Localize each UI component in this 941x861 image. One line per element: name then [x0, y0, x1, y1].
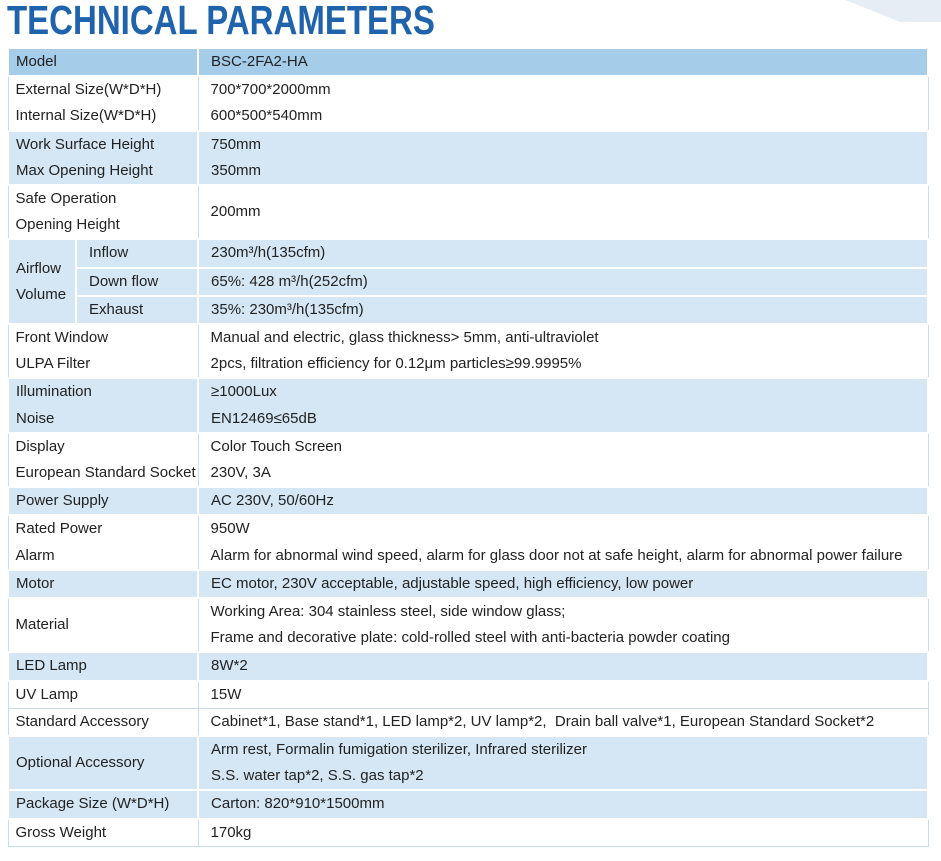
spec-row-power-alarm [8, 515, 928, 569]
material-label: Material [15, 616, 69, 634]
max-opening-height-value: 350mm [211, 161, 262, 179]
spec-value-cell [198, 48, 928, 76]
spec-label-cell [8, 819, 198, 847]
power-supply-label: Power Supply [16, 492, 109, 510]
spec-label-cell [8, 378, 198, 432]
rated-power-label: Rated Power [15, 520, 103, 538]
spec-value-cell [198, 487, 928, 515]
spec-row-optional-accessory [8, 736, 928, 790]
spec-label-cell [8, 570, 198, 598]
spec-row-model [8, 48, 928, 76]
spec-row-illumination-noise [8, 378, 928, 432]
down-flow-value: 65%: 428 m³/h(252cfm) [211, 272, 368, 290]
external-size-label: External Size(W*D*H) [15, 81, 162, 99]
spec-value-cell [198, 570, 928, 598]
standard-accessory-label: Standard Accessory [15, 712, 149, 730]
material-value-line-1: Working Area: 304 stainless steel, side window glass; [210, 603, 566, 621]
safe-opening-label-line-2: Opening Height [15, 216, 120, 234]
ulpa-filter-value: 2pcs, filtration efficiency for 0.12μm particles≥99.9995% [210, 355, 582, 373]
spec-label-cell [8, 185, 198, 239]
spec-row-package-size [8, 790, 928, 818]
spec-table [7, 47, 929, 847]
model-label: Model [16, 53, 57, 70]
display-value: Color Touch Screen [210, 437, 342, 455]
spec-label-cell [8, 736, 198, 790]
spec-value-cell [198, 819, 928, 847]
gross-weight-value: 170kg [210, 823, 252, 841]
spec-row-heights [8, 131, 928, 185]
package-size-label: Package Size (W*D*H) [16, 795, 170, 813]
spec-row-airflow-down-flow [8, 268, 928, 296]
work-surface-height-value: 750mm [211, 135, 262, 153]
spec-label-cell [8, 598, 198, 652]
spec-row-power-supply [8, 487, 928, 515]
material-value-line-2: Frame and decorative plate: cold-rolled steel with anti-bacteria powder coating [210, 629, 730, 647]
spec-value-cell [198, 131, 928, 185]
european-socket-value: 230V, 3A [210, 464, 271, 482]
spec-value-cell [198, 268, 928, 296]
down-flow-label: Down flow [89, 272, 159, 290]
motor-value: EC motor, 230V acceptable, adjustable speed, high efficiency, low power [211, 574, 694, 592]
noise-label: Noise [16, 409, 55, 427]
max-opening-height-label: Max Opening Height [16, 161, 153, 179]
spec-label-cell [8, 433, 198, 487]
spec-sublabel-cell [76, 268, 198, 296]
spec-row-safe-opening [8, 185, 928, 239]
rated-power-value: 950W [210, 520, 250, 538]
inflow-value: 230m³/h(135cfm) [211, 244, 326, 262]
spec-value-cell [198, 239, 928, 267]
spec-value-cell [198, 652, 928, 680]
inflow-label: Inflow [89, 244, 129, 262]
spec-value-cell [198, 433, 928, 487]
spec-value-cell [198, 790, 928, 818]
spec-value-cell [198, 324, 928, 378]
alarm-value: Alarm for abnormal wind speed, alarm for glass door not at safe height, alarm for abnormal power failure [210, 546, 903, 564]
display-label: Display [15, 437, 65, 455]
spec-label-cell [8, 487, 198, 515]
optional-accessory-value-line-2: S.S. water tap*2, S.S. gas tap*2 [211, 767, 424, 785]
spec-label-cell [8, 790, 198, 818]
spec-label-cell [8, 708, 198, 736]
exhaust-label: Exhaust [89, 300, 144, 318]
airflow-label-cell [8, 239, 76, 324]
spec-label-cell [8, 681, 198, 709]
front-window-label: Front Window [15, 329, 109, 347]
spec-row-led-lamp [8, 652, 928, 680]
spec-row-airflow-inflow [8, 239, 928, 267]
page-title: TECHNICAL PARAMETERS [7, 0, 435, 43]
spec-value-cell [198, 515, 928, 569]
spec-row-gross-weight [8, 819, 928, 847]
spec-label-cell [8, 652, 198, 680]
led-lamp-label: LED Lamp [16, 657, 87, 675]
spec-row-sizes [8, 76, 928, 130]
uv-lamp-label: UV Lamp [15, 685, 79, 703]
optional-accessory-value-line-1: Arm rest, Formalin fumigation sterilizer, Infrared sterilizer [211, 741, 587, 759]
safe-opening-value: 200mm [210, 203, 261, 221]
corner-decoration [845, 0, 941, 22]
spec-value-cell [198, 378, 928, 432]
airflow-label-line-2: Volume [16, 285, 67, 303]
spec-row-airflow-exhaust [8, 296, 928, 324]
led-lamp-value: 8W*2 [211, 657, 248, 675]
airflow-label-line-1: Airflow [16, 259, 62, 277]
spec-row-motor [8, 570, 928, 598]
spec-sublabel-cell [76, 239, 198, 267]
internal-size-label: Internal Size(W*D*H) [15, 107, 157, 125]
spec-row-display-socket [8, 433, 928, 487]
spec-sublabel-cell [76, 296, 198, 324]
alarm-label: Alarm [15, 546, 55, 564]
spec-value-cell [198, 708, 928, 736]
spec-label-cell [8, 76, 198, 130]
uv-lamp-value: 15W [210, 685, 242, 703]
spec-label-cell [8, 48, 198, 76]
spec-label-cell [8, 324, 198, 378]
external-size-value: 700*700*2000mm [210, 81, 331, 99]
spec-value-cell [198, 681, 928, 709]
safe-opening-label-line-1: Safe Operation [15, 190, 117, 208]
illumination-label: Illumination [16, 383, 92, 401]
spec-row-window-filter [8, 324, 928, 378]
spec-row-standard-accessory [8, 708, 928, 736]
standard-accessory-value: Cabinet*1, Base stand*1, LED lamp*2, UV lamp*2, Drain ball valve*1, European Standard Socket*2 [210, 712, 875, 730]
spec-value-cell [198, 185, 928, 239]
spec-row-uv-lamp [8, 681, 928, 709]
noise-value: EN12469≤65dB [211, 409, 317, 427]
ulpa-filter-label: ULPA Filter [15, 355, 91, 373]
spec-value-cell [198, 736, 928, 790]
optional-accessory-label: Optional Accessory [16, 754, 145, 772]
work-surface-height-label: Work Surface Height [16, 135, 155, 153]
spec-value-cell [198, 76, 928, 130]
illumination-value: ≥1000Lux [211, 383, 277, 401]
european-socket-label: European Standard Socket [15, 464, 196, 482]
spec-row-material [8, 598, 928, 652]
model-value: BSC-2FA2-HA [211, 53, 308, 70]
gross-weight-label: Gross Weight [15, 823, 107, 841]
spec-value-cell [198, 296, 928, 324]
internal-size-value: 600*500*540mm [210, 107, 323, 125]
power-supply-value: AC 230V, 50/60Hz [211, 492, 334, 510]
exhaust-value: 35%: 230m³/h(135cfm) [211, 300, 364, 318]
motor-label: Motor [16, 574, 55, 592]
front-window-value: Manual and electric, glass thickness> 5mm, anti-ultraviolet [210, 329, 599, 347]
spec-label-cell [8, 131, 198, 185]
spec-value-cell [198, 598, 928, 652]
package-size-value: Carton: 820*910*1500mm [211, 795, 385, 813]
spec-label-cell [8, 515, 198, 569]
